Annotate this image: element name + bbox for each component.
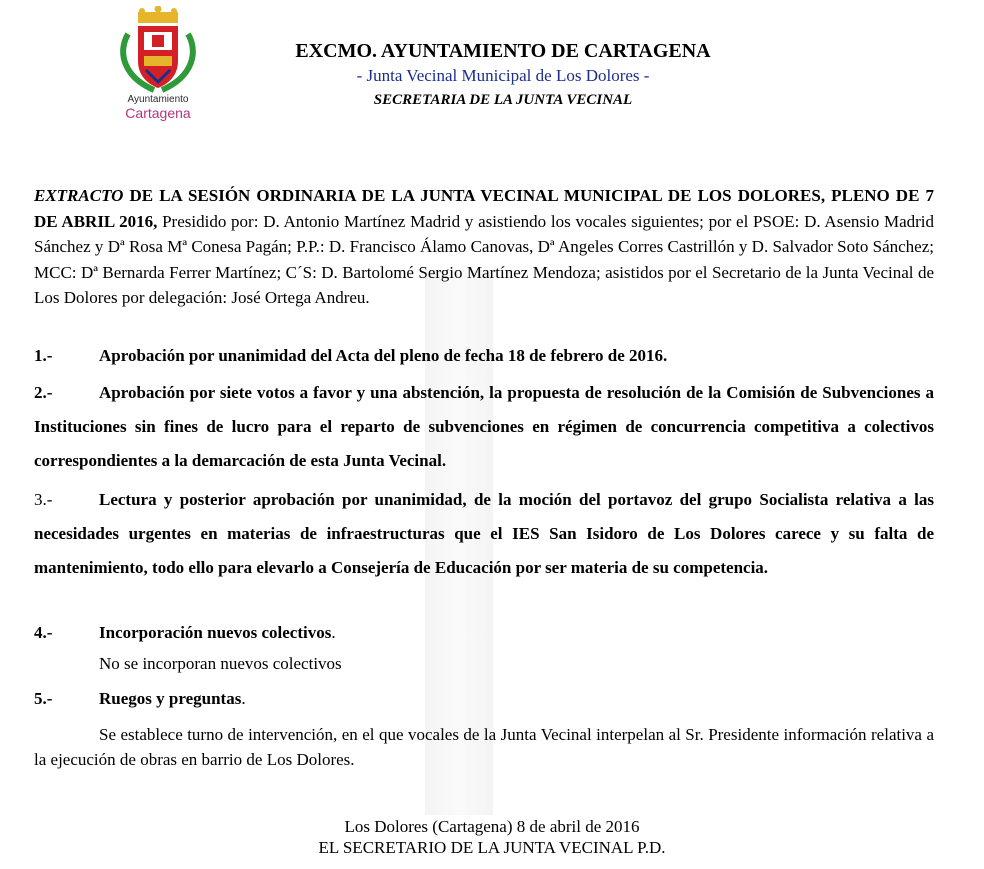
intro-paragraph <box>34 183 934 311</box>
intro-lead-bold: DE LA SESIÓN ORDINARIA DE LA JUNTA VECINAL MUNICIPAL DE LOS DOLORES, PLENO DE 7 DE ABRIL 2016, <box>34 186 934 231</box>
item-4-note: No se incorporan nuevos colectivos <box>99 654 342 673</box>
agenda-item-2: 2.- Aprobación por siete votos a favor y una abstención, la propuesta de resolución de la Comisión de Subvenciones a Instituciones sin fines de lucro para el reparto de subvenciones en régimen de concurrencia competitiva a colectivos correspondientes a la demarcación de esta Junta Vecinal. <box>34 383 934 470</box>
header-title: EXCMO. AYUNTAMIENTO DE CARTAGENA <box>295 40 711 62</box>
agenda-item-3: 3.- Lectura y posterior aprobación por unanimidad, de la moción del portavoz del grupo Socialista relativa a las necesidades urgentes en materias de infraestructuras que el IES San Isidoro de Los Dolores carece y su falta de mantenimiento, todo ello para elevarlo a Consejería de Educación por ser materia de su competencia. <box>34 490 934 577</box>
intro-lead-italic: EXTRACTO <box>34 186 124 205</box>
agenda-item-1: 1.- Aprobación por unanimidad del Acta del pleno de fecha 18 de febrero de 2016. <box>34 346 668 365</box>
signature-signer: EL SECRETARIO DE LA JUNTA VECINAL P.D. <box>318 838 666 857</box>
header-secretaria: SECRETARIA DE LA JUNTA VECINAL <box>373 92 633 108</box>
header-subtitle: - Junta Vecinal Municipal de Los Dolores - <box>356 66 650 85</box>
logo-ayuntamiento: Ayuntamiento <box>127 94 189 105</box>
item-5-note: Se establece turno de intervención, en el que vocales de la Junta Vecinal interpelan al Sr. Presidente información relativa a la ejecución de obras en barrio de Los Dolores. <box>34 725 934 769</box>
agenda-item-4: 4.- Incorporación nuevos colectivos. <box>34 623 336 642</box>
signature-place-date: Los Dolores (Cartagena) 8 de abril de 2016 <box>344 817 640 836</box>
logo-cartagena: Cartagena <box>125 105 191 121</box>
agenda-item-5: 5.- Ruegos y preguntas. <box>34 689 246 708</box>
intro-body: Presidido por: D. Antonio Martínez Madrid y asistiendo los vocales siguientes; por el PSOE: D. Asensio Madrid Sánchez y Dª Rosa Mª Conesa Pagán; P.P.: D. Francisco Álamo Canovas, Dª Angeles Corres Castrillón y D. Salvador Soto Sánchez; MCC: Dª Bernarda Ferrer Martínez; C´S: D. Bartolomé Sergio Martínez Mendoza; asistidos por el Secretario de la Junta Vecinal de Los Dolores por delegación: José Ortega Andreu. <box>34 211 935 307</box>
